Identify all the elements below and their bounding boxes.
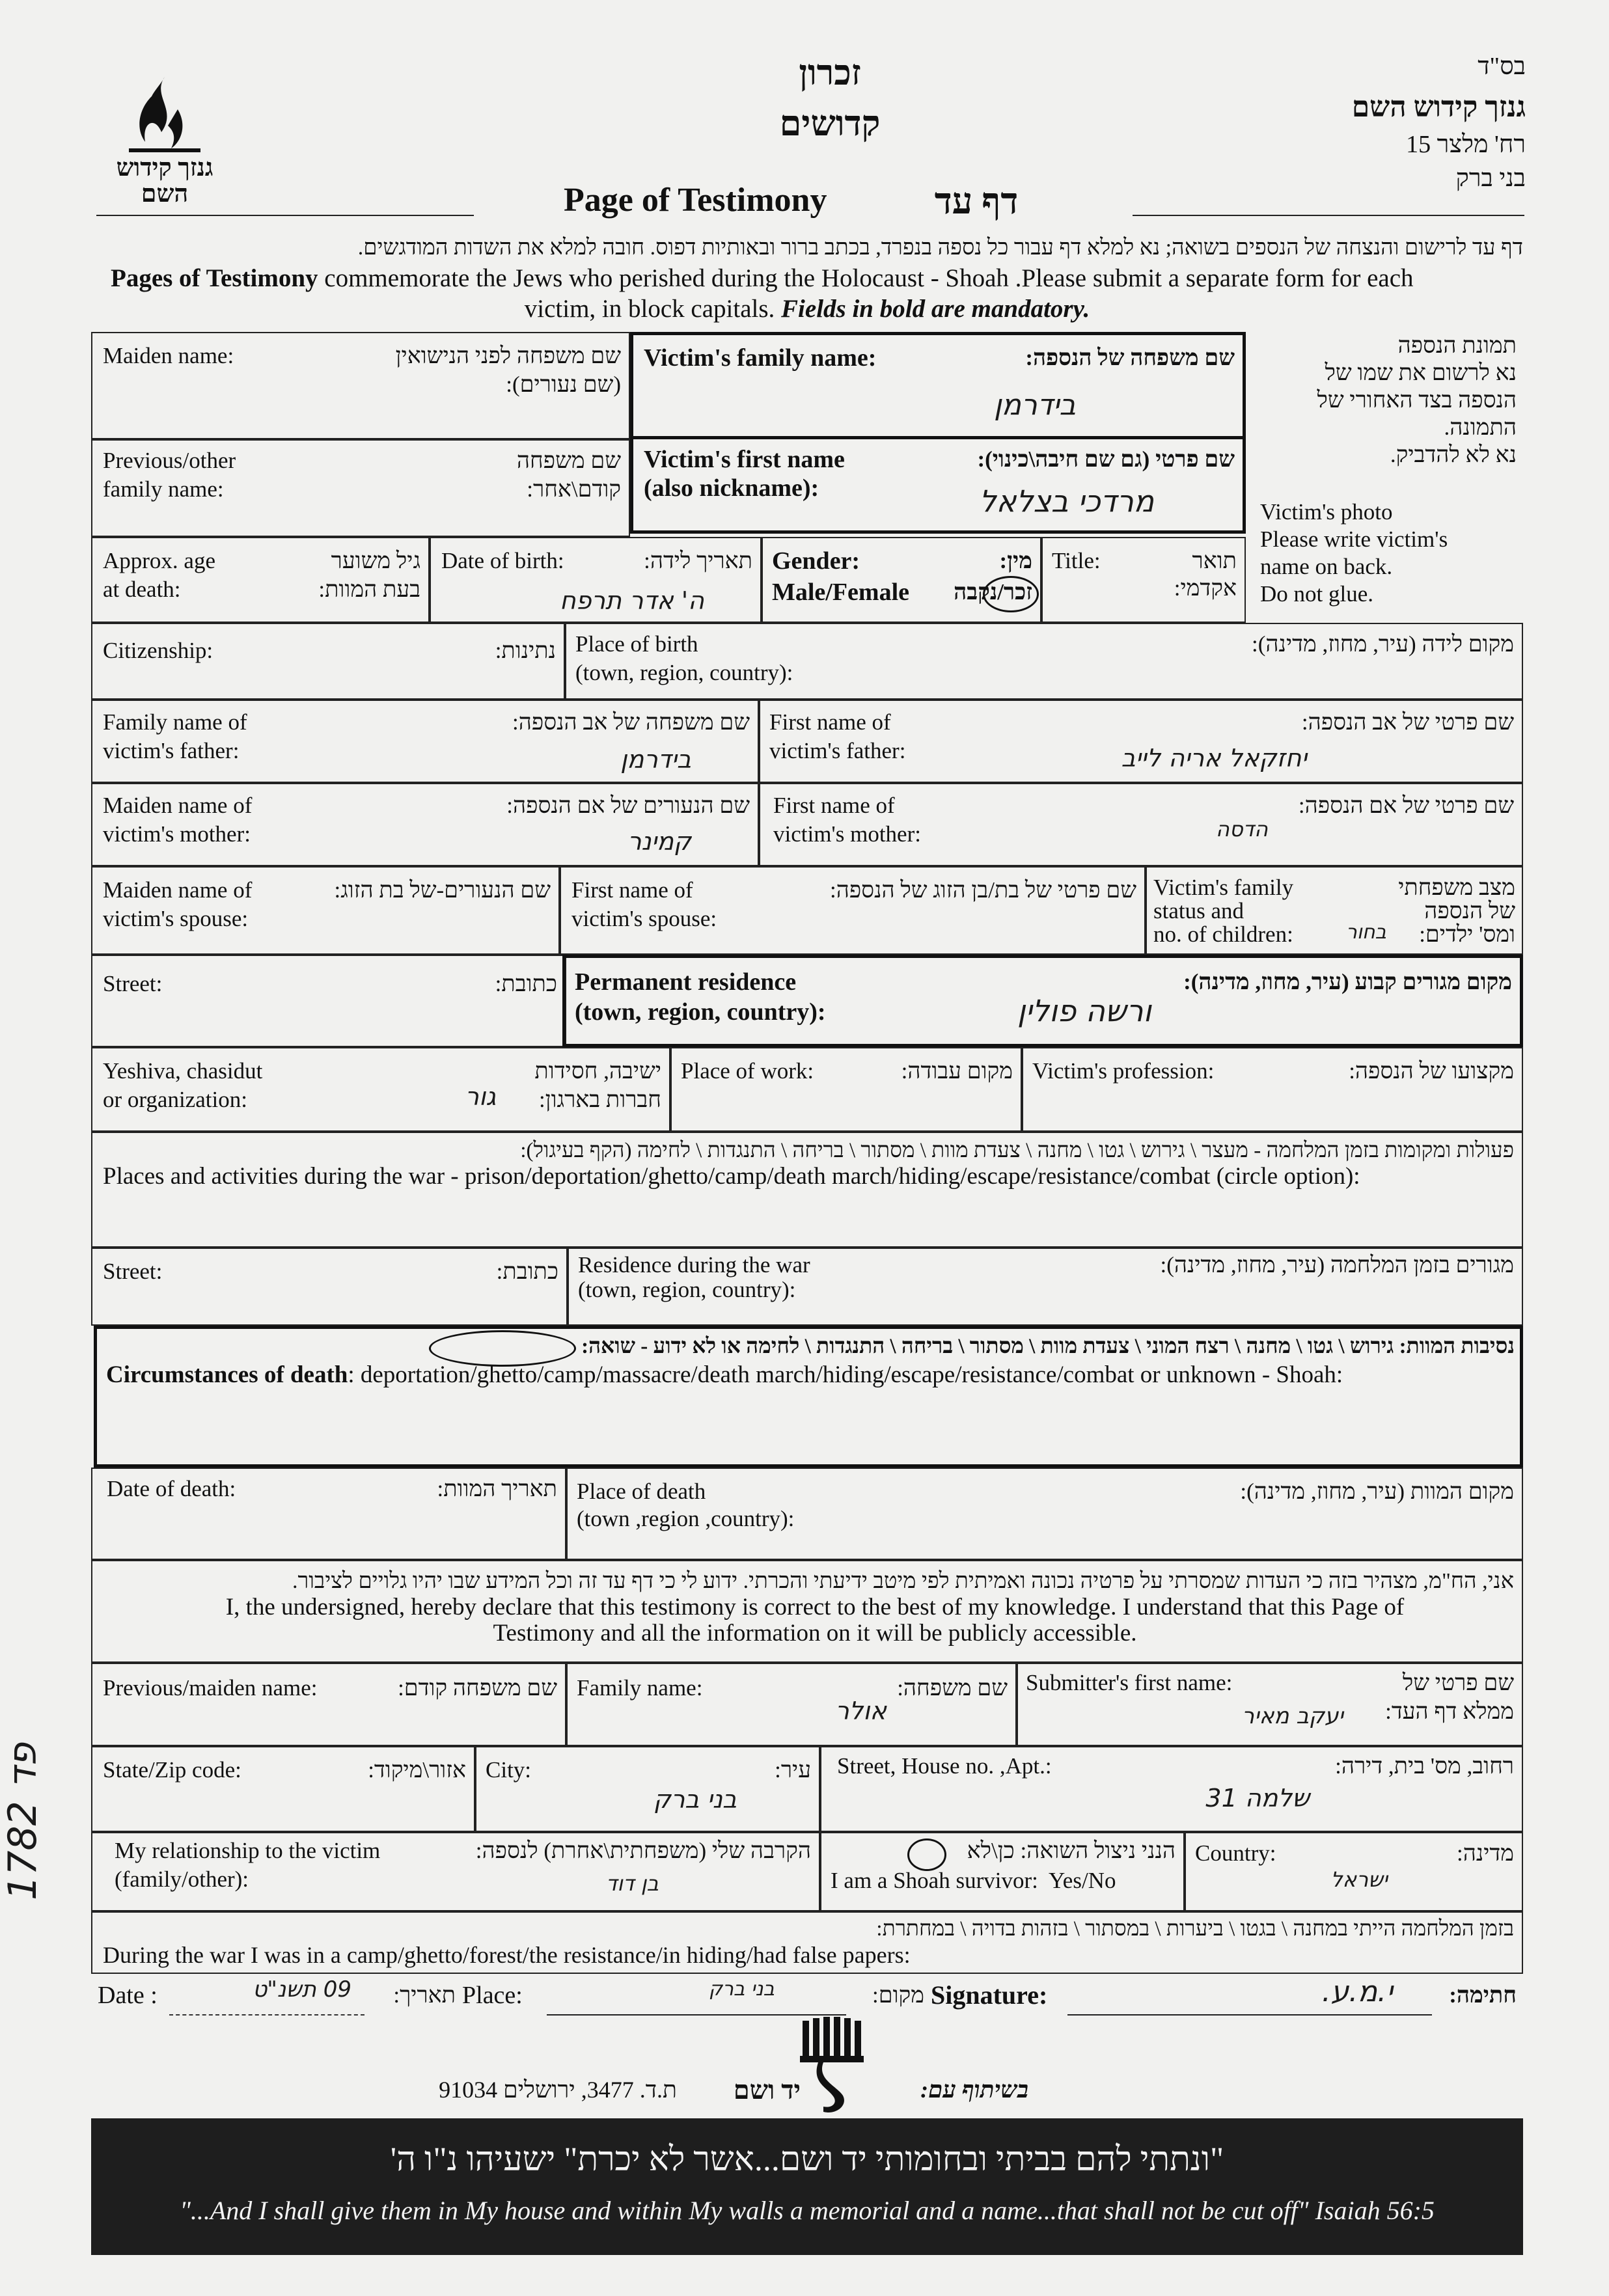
war-residence-label: Residence during the war: [578, 1252, 810, 1278]
father-first-name-label-2: victim's father:: [769, 738, 906, 763]
date-of-birth-field[interactable]: [430, 537, 762, 623]
victim-first-name-label-he: שם פרטי (גם שם חיבה\כינוי):: [977, 446, 1235, 472]
gender-label: Gender:: [772, 547, 860, 575]
declaration-en-2: Testimony and all the information on it will be publicly accessible.: [493, 1620, 1137, 1647]
place-of-birth-label-2: (town, region, country):: [575, 660, 793, 685]
submitter-first-name-label-he: שם פרטי של: [1402, 1670, 1514, 1695]
submitter-country-label-he: מדינה:: [1457, 1840, 1514, 1866]
submitter-relationship-label: My relationship to the victim: [115, 1838, 381, 1863]
shoah-survivor-label: I am a Shoah survivor: Yes/No: [831, 1868, 1116, 1893]
shoah-survivor-field[interactable]: [820, 1832, 1185, 1911]
submitter-family-name-value: אולר: [835, 1697, 887, 1725]
verse-english: "...And I shall give them in My house and within My walls a memorial and a name...that shall not be cut off" Isaiah 56:5: [180, 2196, 1435, 2225]
archive-street: רח' מלצר 15: [1406, 131, 1526, 158]
intro-line1-text: commemorate the Jews who perished during the Holocaust - Shoah .Please submit a separate form for each: [318, 264, 1414, 292]
spouse-first-name-field[interactable]: [560, 866, 1146, 955]
citizenship-field[interactable]: [91, 623, 565, 700]
citizenship-label: Citizenship:: [103, 638, 213, 663]
family-status-label-3: no. of children:: [1153, 922, 1293, 947]
war-residence-field[interactable]: [568, 1248, 1523, 1326]
submitter-street-label-he: רחוב, מס' בית, דירה:: [1335, 1753, 1514, 1779]
father-family-name-label: Family name of: [103, 709, 247, 735]
footer-yad-vashem: יד ושם: [733, 2075, 801, 2105]
family-status-value: בחור: [1345, 921, 1386, 944]
academic-title-label: Title:: [1052, 548, 1101, 573]
submitter-previous-name-label-he: שם משפחה קודם:: [398, 1675, 557, 1701]
war-street-label: Street:: [103, 1259, 163, 1284]
wartime-places-field[interactable]: [91, 1132, 1523, 1248]
declaration-he: אני, הח"מ, מצהיר בזה כי העדות שמסרתי על פרטיה נכונה ואמיתית לפי מיטב ידיעתי והכרתי. ידוע לי כי דף עד זה וכל המידע שבו יהיו גלויים לציבור.: [292, 1569, 1514, 1593]
place-label-he: מקום:: [872, 1982, 924, 2008]
street-label-he: כתובת:: [495, 971, 557, 996]
father-family-name-label-he: שם משפחה של אב הנספה:: [512, 709, 750, 735]
previous-family-name-label: Previous/other: [103, 448, 236, 473]
intro-bold-title: Pages of Testimony: [111, 264, 318, 292]
page-title-he: דף עד: [934, 182, 1019, 222]
submitter-previous-name-field[interactable]: [91, 1663, 566, 1746]
place-of-birth-label: Place of birth: [575, 631, 698, 657]
victim-first-name-value: מרדכי בצלאל: [979, 484, 1154, 519]
maiden-name-field[interactable]: [91, 332, 630, 439]
place-of-death-label: Place of death: [577, 1479, 706, 1504]
survivor-no-circle: [907, 1838, 946, 1871]
wartime-places-label: Places and activities during the war - prison/deportation/ghetto/camp/death march/hiding/escape/resistance/combat (circle option):: [103, 1163, 1360, 1190]
submitter-street-field[interactable]: [820, 1746, 1523, 1832]
circumstances-of-death-field[interactable]: [94, 1326, 1523, 1468]
family-status-label-he: מצב משפחתי: [1398, 875, 1515, 900]
submitter-city-value: בני ברק: [653, 1785, 737, 1814]
victim-family-name-value: בידרמן: [993, 389, 1076, 422]
gender-field[interactable]: [762, 537, 1041, 623]
place-of-death-label-2: (town ,region ,country):: [577, 1506, 795, 1531]
father-first-name-label-he: שם פרטי של אב הנספה:: [1301, 709, 1514, 735]
submitter-street-value: שלמה 31: [1205, 1784, 1310, 1812]
victim-first-name-field[interactable]: [630, 436, 1246, 534]
family-status-field[interactable]: [1146, 866, 1523, 955]
kedoshim-heading: קדושים: [779, 104, 881, 143]
family-status-label: Victim's family: [1153, 875, 1294, 900]
submitter-family-name-field[interactable]: [566, 1663, 1017, 1746]
submitter-family-name-label-he: שם משפחה:: [897, 1675, 1008, 1701]
spouse-first-name-label-he: שם פרטי של בת/בן הזוג של הנספה:: [829, 877, 1136, 903]
maiden-name-label-he-2: (שם נעורים):: [506, 372, 621, 397]
submitter-relationship-label-2: (family/other):: [115, 1866, 249, 1892]
wartime-places-label-he: פעולות ומקומות בזמן המלחמה - מעצר \ גירוש \ גטו \ מחנה \ צעדת מוות \ מסתור \ בריחה \ התנגדות \ לחימה (הקף בעיגול):: [520, 1139, 1514, 1162]
place-label: Place:: [462, 1982, 523, 2009]
victim-first-name-label-2: (also nickname):: [644, 474, 819, 502]
family-status-label-he-3: ומס' ילדים:: [1419, 922, 1515, 947]
photo-he-5: נא לא להדביק.: [1390, 442, 1517, 467]
photo-he-3: הנספה בצד האחורי של: [1317, 387, 1517, 413]
submitter-first-name-label: Submitter's first name:: [1026, 1670, 1233, 1695]
intro-english-line1: [111, 264, 1517, 294]
permanent-residence-label-2: (town, region, country):: [575, 998, 826, 1026]
archive-name: גנזך קידוש השם: [1351, 91, 1526, 123]
submitter-wartime-field[interactable]: [91, 1911, 1523, 1974]
date-of-death-label: Date of death:: [107, 1476, 236, 1501]
archive-logo: [116, 70, 213, 207]
photo-en-2: Please write victim's: [1260, 526, 1448, 552]
photo-en-4: Do not glue.: [1260, 581, 1374, 607]
place-of-death-label-he: מקום המוות (עיר, מחוז, מדינה):: [1240, 1479, 1514, 1504]
archive-city: בני ברק: [1455, 165, 1526, 192]
mother-maiden-name-label-2: victim's mother:: [103, 821, 251, 847]
maiden-name-label-he: שם משפחה לפני הנישואין: [395, 343, 621, 368]
father-family-name-field[interactable]: [91, 700, 759, 783]
submitter-zip-label: State/Zip code:: [103, 1757, 241, 1783]
submitter-first-name-value: יעקב מאיר: [1241, 1703, 1343, 1729]
margin-note: 1782 פד: [0, 1742, 46, 1900]
submitter-city-label-he: עיר:: [775, 1757, 811, 1783]
intro-mandatory-note: Fields in bold are mandatory.: [781, 295, 1090, 323]
footer-cooperation: בשיתוף עם:: [920, 2077, 1028, 2103]
footer-address: ת.ד. 3477, ירושלים 91034: [439, 2077, 677, 2103]
date-of-birth-label-he: תאריך לידה:: [644, 548, 752, 573]
submitter-city-field[interactable]: [475, 1746, 820, 1832]
photo-en-1: Victim's photo: [1260, 499, 1393, 525]
submitter-first-name-field[interactable]: [1017, 1663, 1523, 1746]
place-of-birth-label-he: מקום לידה (עיר, מחוז, מדינה):: [1252, 631, 1514, 657]
unknown-shoah-circle: [429, 1330, 576, 1367]
mother-maiden-name-label: Maiden name of: [103, 793, 253, 818]
shoah-survivor-label-he: הנני ניצול השואה: כן\לא: [967, 1838, 1176, 1863]
victim-photo-area[interactable]: [1246, 332, 1523, 618]
gender-label-2: Male/Female: [772, 579, 910, 606]
war-residence-label-he: מגורים בזמן המלחמה (עיר, מחוז, מדינה):: [1160, 1252, 1514, 1278]
spouse-first-name-label-2: victim's spouse:: [571, 906, 717, 931]
date-of-birth-value: ה' אדר תרפח: [559, 586, 704, 615]
father-first-name-field[interactable]: [759, 700, 1523, 783]
intro-line2-text: victim, in block capitals.: [524, 295, 782, 323]
place-of-death-field[interactable]: [566, 1468, 1523, 1560]
family-status-label-2: status and: [1153, 898, 1245, 923]
victim-family-name-label: Victim's family name:: [644, 344, 877, 372]
intro-hebrew: דף עד לרישום והנצחה של הנספים בשואה; נא למלא דף עבור כל נספה בנפרד, בכתב ברור ובאותיות דפוס. חובה למלא את השדות המודגשים.: [357, 236, 1523, 260]
submitter-first-name-label-he-2: ממלא דף העד:: [1385, 1699, 1514, 1724]
submitter-relationship-label-he: הקרבה שלי (משפחתית\אחרת) לנספה:: [475, 1838, 811, 1863]
mother-first-name-label: First name of: [773, 793, 895, 818]
date-label: Date :: [98, 1982, 158, 2009]
date-label-he: תאריך:: [393, 1982, 456, 2008]
gender-male-circle: [983, 576, 1039, 612]
spouse-maiden-name-label-2: victim's spouse:: [103, 906, 249, 931]
submitter-country-label: Country:: [1195, 1840, 1276, 1866]
mother-first-name-label-2: victim's mother:: [773, 821, 921, 847]
permanent-residence-field[interactable]: [562, 955, 1523, 1047]
family-status-label-he-2: של הנספה: [1424, 898, 1515, 923]
approx-age-field[interactable]: [91, 537, 430, 623]
approx-age-label: Approx. age: [103, 548, 216, 573]
submitter-country-field[interactable]: [1185, 1832, 1523, 1911]
submitter-family-name-label: Family name:: [577, 1675, 703, 1701]
circumstances-bold-label: Circumstances of death: [106, 1361, 348, 1388]
maiden-name-label: Maiden name:: [103, 343, 234, 368]
previous-family-name-label-he: שם משפחה: [516, 448, 621, 473]
war-residence-label-2: (town, region, country):: [578, 1277, 796, 1302]
circumstances-label-he: נסיבות המוות: גירוש \ גטו \ מחנה \ רצח המוני \ צעדת מוות \ מסתור \ בריחה \ התנגדות \ לחימה או לא ידוע - שואה:: [581, 1335, 1515, 1358]
street-field[interactable]: [91, 955, 566, 1047]
submitter-relationship-value: בן דוד: [605, 1871, 659, 1896]
submitter-country-value: ישראל: [1330, 1867, 1388, 1892]
declaration-block: [91, 1560, 1523, 1663]
intro-english-line2: [91, 294, 1523, 324]
spouse-maiden-name-field[interactable]: [91, 866, 560, 955]
photo-he-1: תמונת הנספה: [1397, 333, 1517, 358]
street-label: Street:: [103, 971, 163, 996]
previous-family-name-label-he-2: קודם\אחר:: [527, 476, 621, 502]
mother-first-name-field[interactable]: [759, 783, 1523, 866]
academic-title-field[interactable]: [1041, 537, 1246, 623]
verse-banner: [91, 2118, 1523, 2255]
spouse-maiden-name-label-he: שם הנעורים-של בת הזוג:: [334, 877, 551, 903]
mother-maiden-name-label-he: שם הנעורים של אם הנספה:: [506, 793, 750, 818]
bsd-mark: בס"ד: [1478, 53, 1526, 80]
signature-value: י.מ.ע.: [1321, 1975, 1393, 2008]
date-value: 09 תשנ"ט: [253, 1976, 351, 2002]
photo-en-3: name on back.: [1260, 554, 1393, 579]
mother-maiden-name-value: קמינר: [627, 827, 691, 856]
title-rule-right: [1133, 215, 1524, 216]
spouse-maiden-name-label: Maiden name of: [103, 877, 253, 903]
yeshiva-label: Yeshiva, chasidut: [103, 1058, 263, 1084]
victim-family-name-field[interactable]: [630, 332, 1246, 439]
place-of-birth-field[interactable]: [565, 623, 1523, 700]
permanent-residence-label: Permanent residence: [575, 968, 797, 996]
gender-label-he-2: זכר/נקבה: [954, 579, 1032, 605]
permanent-residence-label-he: מקום מגורים קבוע (עיר, מחוז, מדינה):: [1183, 969, 1512, 994]
profession-label-he: מקצועו של הנספה:: [1349, 1058, 1514, 1084]
father-first-name-value: יחזקאל אריה לייב: [1121, 744, 1307, 772]
submitter-zip-label-he: אזור\מיקוד:: [368, 1757, 466, 1783]
circumstances-label: [106, 1361, 1519, 1389]
date-line: [169, 2014, 364, 2016]
spouse-first-name-label: First name of: [571, 877, 693, 903]
profession-label: Victim's profession:: [1032, 1058, 1215, 1084]
mother-first-name-label-he: שם פרטי של אם הנספה:: [1298, 793, 1514, 818]
place-of-work-label: Place of work:: [681, 1058, 814, 1084]
declaration-en-1: I, the undersigned, hereby declare that this testimony is correct to the best of my knowledge. I understand that this Page of: [225, 1594, 1405, 1620]
victim-first-name-label: Victim's first name: [644, 446, 845, 473]
profession-field[interactable]: [1022, 1047, 1523, 1132]
signature-label: Signature:: [931, 1980, 1048, 2010]
place-of-work-field[interactable]: [670, 1047, 1022, 1132]
mother-first-name-value: הדסה: [1215, 817, 1268, 841]
signature-line[interactable]: [1067, 2014, 1432, 2016]
verse-hebrew: "ונתתי להם בביתי ובחומותי יד ושם...אשר לא יכרת" ישעיהו נ"ו ה': [390, 2141, 1224, 2178]
title-rule-left: [96, 215, 474, 216]
previous-family-name-label-2: family name:: [103, 476, 224, 502]
submitter-street-label: Street, House no. ,Apt.:: [837, 1753, 1052, 1779]
signature-label-he: חתימה:: [1449, 1982, 1517, 2008]
father-family-name-label-2: victim's father:: [103, 738, 240, 763]
submitter-city-label: City:: [486, 1757, 532, 1783]
yeshiva-value: גור: [465, 1082, 496, 1111]
yeshiva-field[interactable]: [91, 1047, 670, 1132]
citizenship-label-he: נתינות:: [495, 638, 556, 663]
submitter-zip-field[interactable]: [91, 1746, 475, 1832]
submitter-previous-name-label: Previous/maiden name:: [103, 1675, 318, 1701]
previous-family-name-field[interactable]: [91, 439, 630, 537]
yeshiva-label-he-2: חברות בארגון:: [538, 1087, 661, 1112]
date-of-death-label-he: תאריך המוות:: [437, 1476, 557, 1501]
photo-he-2: נא לרשום את שמו של: [1325, 360, 1517, 385]
submitter-wartime-label: During the war I was in a camp/ghetto/forest/the resistance/in hiding/had false papers:: [103, 1942, 911, 1968]
father-first-name-label: First name of: [769, 709, 891, 735]
yad-vashem-emblem: [797, 2014, 869, 2118]
submitter-wartime-label-he: בזמן המלחמה הייתי במחנה \ בגטו \ ביערות \ במסתור \ בזהות בדויה \ במחתרת:: [876, 1917, 1514, 1941]
circumstances-options: : deportation/ghetto/camp/massacre/death march/hiding/escape/resistance/combat or unknown - Shoah:: [348, 1361, 1343, 1388]
yeshiva-label-2: or organization:: [103, 1087, 247, 1112]
place-value: בני ברק: [708, 1978, 775, 2001]
gender-label-he: מין:: [999, 548, 1032, 573]
permanent-residence-value: ורשה פולין: [1017, 993, 1151, 1028]
logo-lettering: גנזך קידוש השם: [116, 154, 213, 208]
approx-age-label-2: at death:: [103, 577, 181, 602]
mother-maiden-name-field[interactable]: [91, 783, 759, 866]
approx-age-label-he: גיל משוער: [331, 548, 420, 573]
submitter-relationship-field[interactable]: [91, 1832, 820, 1911]
zikaron-heading: זכרון: [799, 53, 861, 92]
date-of-death-field[interactable]: [91, 1468, 566, 1560]
approx-age-label-he-2: בעת המוות:: [318, 577, 420, 602]
photo-he-4: התמונה.: [1444, 415, 1517, 440]
father-family-name-value: בידרמן: [620, 745, 691, 774]
war-street-label-he: כתובת:: [496, 1259, 558, 1284]
academic-title-label-he: תואר אקדמי:: [1174, 548, 1237, 601]
war-street-field[interactable]: [91, 1248, 568, 1326]
place-of-work-label-he: מקום עבודה:: [901, 1058, 1013, 1084]
victim-family-name-label-he: שם משפחה של הנספה:: [1025, 345, 1235, 370]
date-of-birth-label: Date of birth:: [441, 548, 564, 573]
yeshiva-label-he: ישיבה, חסידות: [534, 1058, 661, 1084]
page-title-en: Page of Testimony: [564, 182, 827, 219]
